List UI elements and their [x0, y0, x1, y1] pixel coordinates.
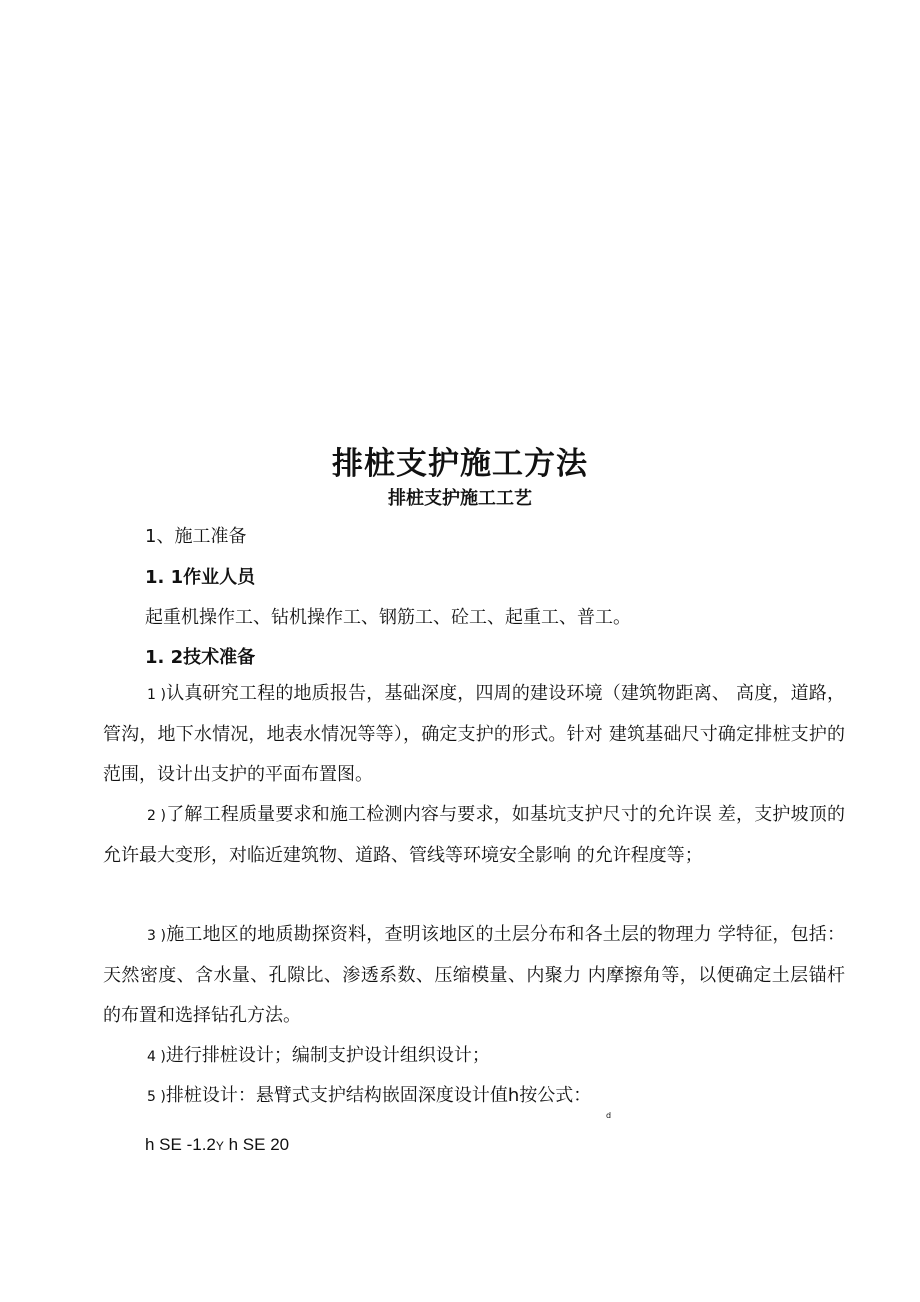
formula-gamma: Y: [215, 1139, 224, 1153]
paragraph-item-2: [103, 795, 845, 876]
item-number: 4 ): [147, 1049, 166, 1065]
item-number: 3 ): [147, 928, 167, 944]
section-1-1-body: 起重机操作工、钻机操作工、钢筋工、砼工、起重工、普工。: [145, 607, 631, 628]
item-text: 施工地区的地质勘探资料，查明该地区的土层分布和各土层的物理力 学特征，包括：天然密度、含水量、孔隙比、渗透系数、压缩模量、内聚力 内摩擦角等，以便确定土层锚杆的布置和选择钻孔方法。: [103, 924, 845, 1026]
paragraph-item-4: [103, 1036, 845, 1077]
item-number: 2 ): [147, 808, 167, 824]
subscript-d: d: [606, 1111, 612, 1120]
item-number: 5 ): [147, 1089, 166, 1105]
item-text: 了解工程质量要求和施工检测内容与要求，如基坑支护尺寸的允许误 差，支护坡顶的允许最大变形，对临近建筑物、道路、管线等环境安全影响 的允许程度等；: [103, 804, 845, 866]
section-heading-1: 1、施工准备: [145, 526, 247, 547]
item-text: 认真研究工程的地质报告，基础深度，四周的建设环境（建筑物距离、 高度，道路，管沟，地下水情况，地表水情况等等），确定支护的形式。针对 建筑基础尺寸确定排桩支护的范围，设计出支护的平面布置图。: [103, 683, 845, 785]
item-text: 排桩设计：悬臂式支护结构嵌固深度设计值h按公式：: [165, 1085, 592, 1106]
paragraph-item-3: [103, 915, 845, 1036]
item-text: 进行排桩设计；编制支护设计组织设计；: [165, 1045, 490, 1066]
formula-part-1: h SE -1.2: [145, 1135, 216, 1154]
paragraph-item-5: [103, 1076, 845, 1117]
section-heading-1-1: 1. 1作业人员: [145, 567, 256, 588]
page-title: 排桩支护施工方法: [332, 446, 588, 482]
formula-line: [145, 1135, 289, 1155]
section-heading-1-2: 1. 2技术准备: [145, 647, 256, 668]
paragraph-item-1: [103, 674, 845, 795]
item-number: 1 ): [147, 687, 167, 703]
page-subtitle: 排桩支护施工工艺: [388, 488, 532, 509]
formula-part-2: h SE 20: [223, 1135, 290, 1154]
